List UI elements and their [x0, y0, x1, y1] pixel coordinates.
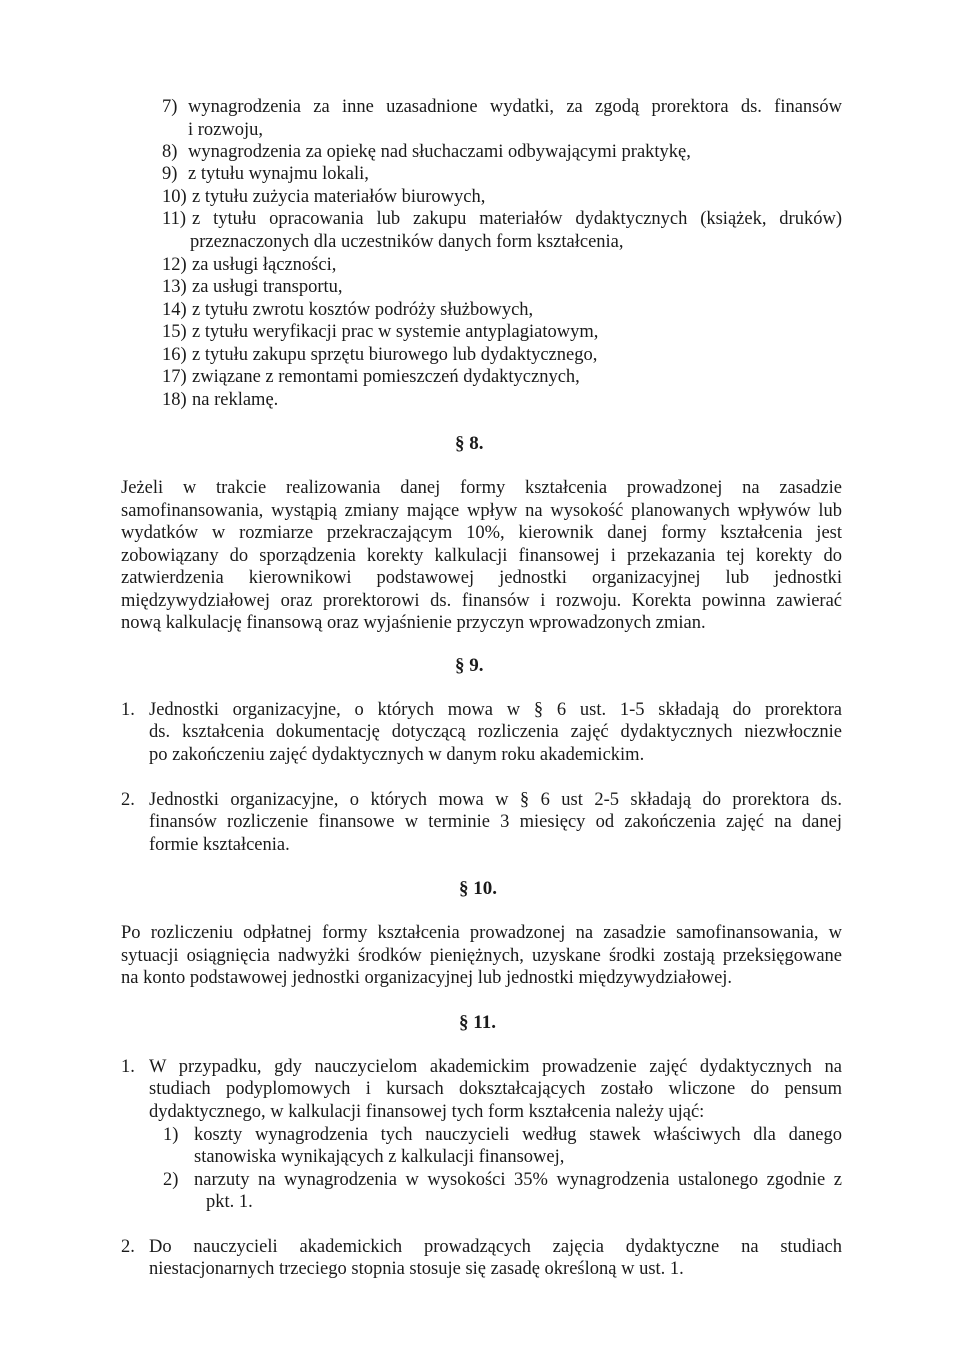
- paragraph-line: zobowiązany do sporządzenia korekty kalkulacji finansowej i przekazania tej korekty do: [121, 546, 842, 566]
- paragraph-line: międzywydziałowej oraz prorektorowi ds. finansów i rozwoju. Korekta powinna zawierać: [121, 591, 842, 611]
- list-item-number: 13): [162, 277, 187, 297]
- list-item-text: i rozwoju,: [188, 120, 264, 140]
- subpoint-text: stanowiska wynikających z kalkulacji finansowej,: [194, 1147, 565, 1167]
- subpoint-text: narzuty na wynagrodzenia w wysokości 35% wynagrodzenia ustalonego zgodnie z: [194, 1170, 842, 1190]
- list-item-text: z tytułu zakupu sprzętu biurowego lub dydaktycznego,: [192, 345, 598, 365]
- list-item-text: za usługi łączności,: [192, 255, 337, 275]
- point-text: po zakończeniu zajęć dydaktycznych w danym roku akademickim.: [149, 745, 645, 765]
- point-text: W przypadku, gdy nauczycielom akademickim prowadzenie zajęć dydaktycznych na: [149, 1057, 842, 1077]
- list-item-number: 7): [162, 97, 178, 117]
- list-item-text: za usługi transportu,: [192, 277, 343, 297]
- paragraph-line: wydatków w rozmiarze przekraczającym 10%, kierownik danej formy kształcenia jest: [121, 523, 842, 543]
- point-text: dydaktycznego, w kalkulacji finansowej tych form kształcenia należy ująć:: [149, 1102, 705, 1122]
- list-item-number: 8): [162, 142, 178, 162]
- list-item-text: wynagrodzenia za inne uzasadnione wydatki, za zgodą prorektora ds. finansów: [188, 97, 842, 117]
- list-item-text: z tytułu opracowania lub zakupu materiałów dydaktycznych (książek, druków): [192, 209, 842, 229]
- paragraph-line: Jeżeli w trakcie realizowania danej formy kształcenia prowadzonej na zasadzie: [121, 478, 842, 498]
- list-item-number: 9): [162, 164, 178, 184]
- list-item-text: z tytułu zwrotu kosztów podróży służbowych,: [192, 300, 534, 320]
- section-heading: § 9.: [455, 655, 484, 676]
- point-number: 1.: [121, 1057, 135, 1077]
- subpoint-number: 2): [163, 1170, 179, 1190]
- point-text: finansów rozliczenie finansowe w terminie 3 miesięcy od zakończenia zajęć na danej: [149, 812, 842, 832]
- paragraph-line: nową kalkulację finansową oraz wyjaśnienie przyczyn wprowadzonych zmian.: [121, 613, 706, 633]
- list-item-number: 15): [162, 322, 187, 342]
- list-item-text: wynagrodzenia za opiekę nad słuchaczami odbywającymi praktykę,: [188, 142, 691, 162]
- list-item-text: z tytułu weryfikacji prac w systemie antyplagiatowym,: [192, 322, 599, 342]
- paragraph-line: zatwierdzenia kierownikowi podstawowej jednostki organizacyjnej lub jednostki: [121, 568, 842, 588]
- point-text: studiach podyplomowych i kursach dokształcających zostało wliczone do pensum: [149, 1079, 842, 1099]
- list-item-number: 10): [162, 187, 187, 207]
- list-item-text: z tytułu zużycia materiałów biurowych,: [192, 187, 486, 207]
- paragraph-line: na konto podstawowej jednostki organizacyjnej lub jednostki międzywydziałowej.: [121, 968, 733, 988]
- list-item-number: 18): [162, 390, 187, 410]
- paragraph-line: Po rozliczeniu odpłatnej formy kształcenia prowadzonej na zasadzie samofinansowania, w: [121, 923, 842, 943]
- section-heading: § 11.: [459, 1012, 496, 1033]
- list-item-number: 11): [162, 209, 186, 229]
- list-item-number: 17): [162, 367, 187, 387]
- list-item-number: 14): [162, 300, 187, 320]
- list-item-number: 16): [162, 345, 187, 365]
- point-text: niestacjonarnych trzeciego stopnia stosuje się zasadę określoną w ust. 1.: [149, 1259, 684, 1279]
- paragraph-line: samofinansowania, wystąpią zmiany mające wpływ na wysokość planowanych wpływów lub: [121, 501, 842, 521]
- subpoint-text: pkt. 1.: [206, 1192, 253, 1212]
- list-item-text: na reklamę.: [192, 390, 279, 410]
- list-item-text: z tytułu wynajmu lokali,: [188, 164, 369, 184]
- section-heading: § 8.: [455, 433, 484, 454]
- subpoint-text: koszty wynagrodzenia tych nauczycieli według stawek właściwych dla danego: [194, 1125, 842, 1145]
- point-number: 2.: [121, 790, 135, 810]
- point-text: Jednostki organizacyjne, o których mowa w § 6 ust. 1-5 składają do prorektora: [149, 700, 842, 720]
- subpoint-number: 1): [163, 1125, 179, 1145]
- point-text: ds. kształcenia dokumentację dotyczącą rozliczenia zajęć dydaktycznych niezwłocznie: [149, 722, 842, 742]
- list-item-number: 12): [162, 255, 187, 275]
- point-number: 2.: [121, 1237, 135, 1257]
- list-item-text: związane z remontami pomieszczeń dydaktycznych,: [192, 367, 580, 387]
- point-text: Do nauczycieli akademickich prowadzących zajęcia dydaktyczne na studiach: [149, 1237, 842, 1257]
- point-number: 1.: [121, 700, 135, 720]
- list-item-text: przeznaczonych dla uczestników danych form kształcenia,: [190, 232, 624, 252]
- point-text: formie kształcenia.: [149, 835, 290, 855]
- section-heading: § 10.: [459, 878, 497, 899]
- paragraph-line: sytuacji osiągnięcia nadwyżki środków pieniężnych, uzyskane środki zostają przeksięgowane: [121, 946, 842, 966]
- point-text: Jednostki organizacyjne, o których mowa w § 6 ust 2-5 składają do prorektora ds.: [149, 790, 842, 810]
